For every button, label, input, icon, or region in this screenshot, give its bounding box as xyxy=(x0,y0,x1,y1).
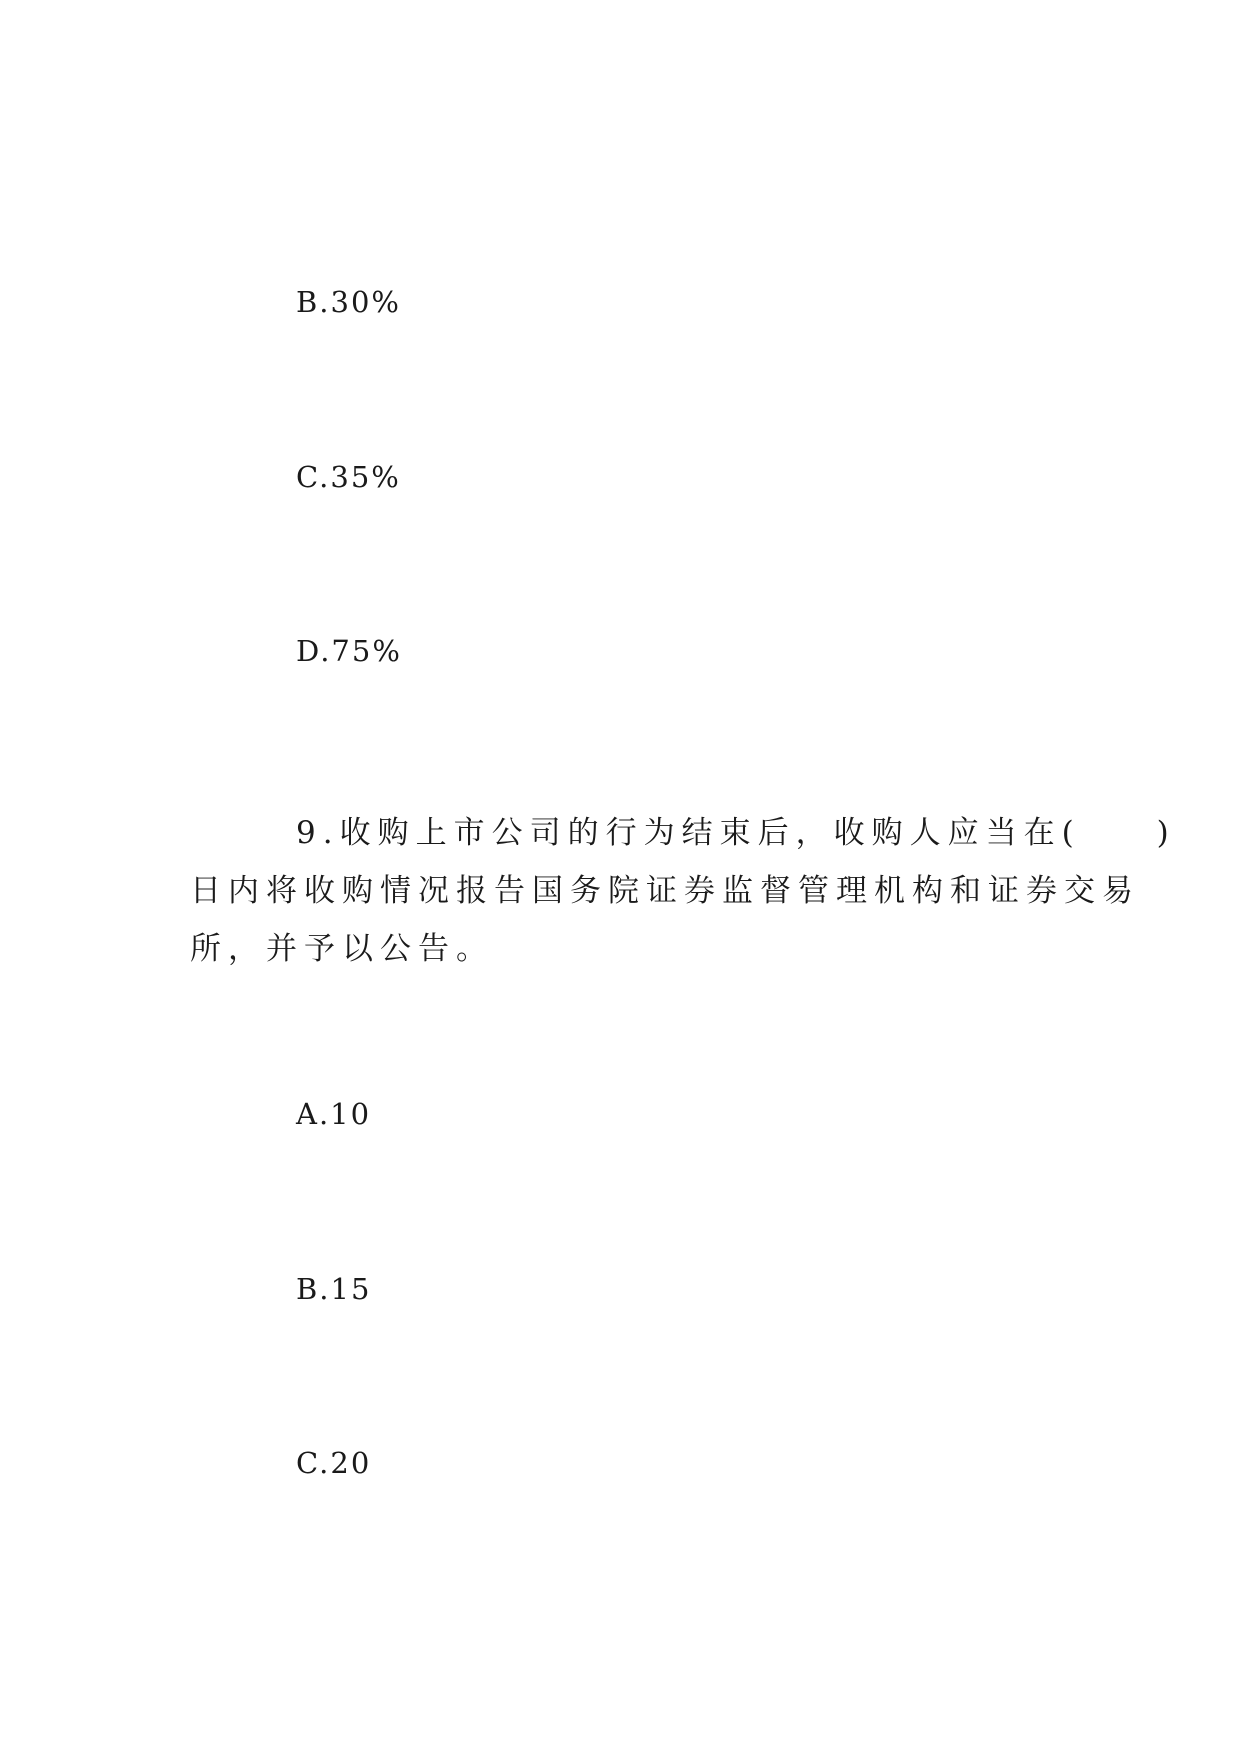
option-a-10: A.10 xyxy=(296,1097,372,1131)
question-9-line-3: 所，并予以公告。 xyxy=(190,931,494,967)
option-b-15: B.15 xyxy=(296,1272,372,1306)
option-d-75-percent: D.75% xyxy=(296,634,402,668)
option-c-35-percent: C.35% xyxy=(296,460,401,494)
question-9-line-1: 9.收购上市公司的行为结束后，收购人应当在( ) xyxy=(296,815,1176,851)
option-b-30-percent: B.30% xyxy=(296,285,401,319)
question-9 xyxy=(190,804,1176,978)
question-9-line-2: 日内将收购情况报告国务院证券监督管理机构和证券交易 xyxy=(190,873,1140,909)
option-c-20: C.20 xyxy=(296,1446,372,1480)
